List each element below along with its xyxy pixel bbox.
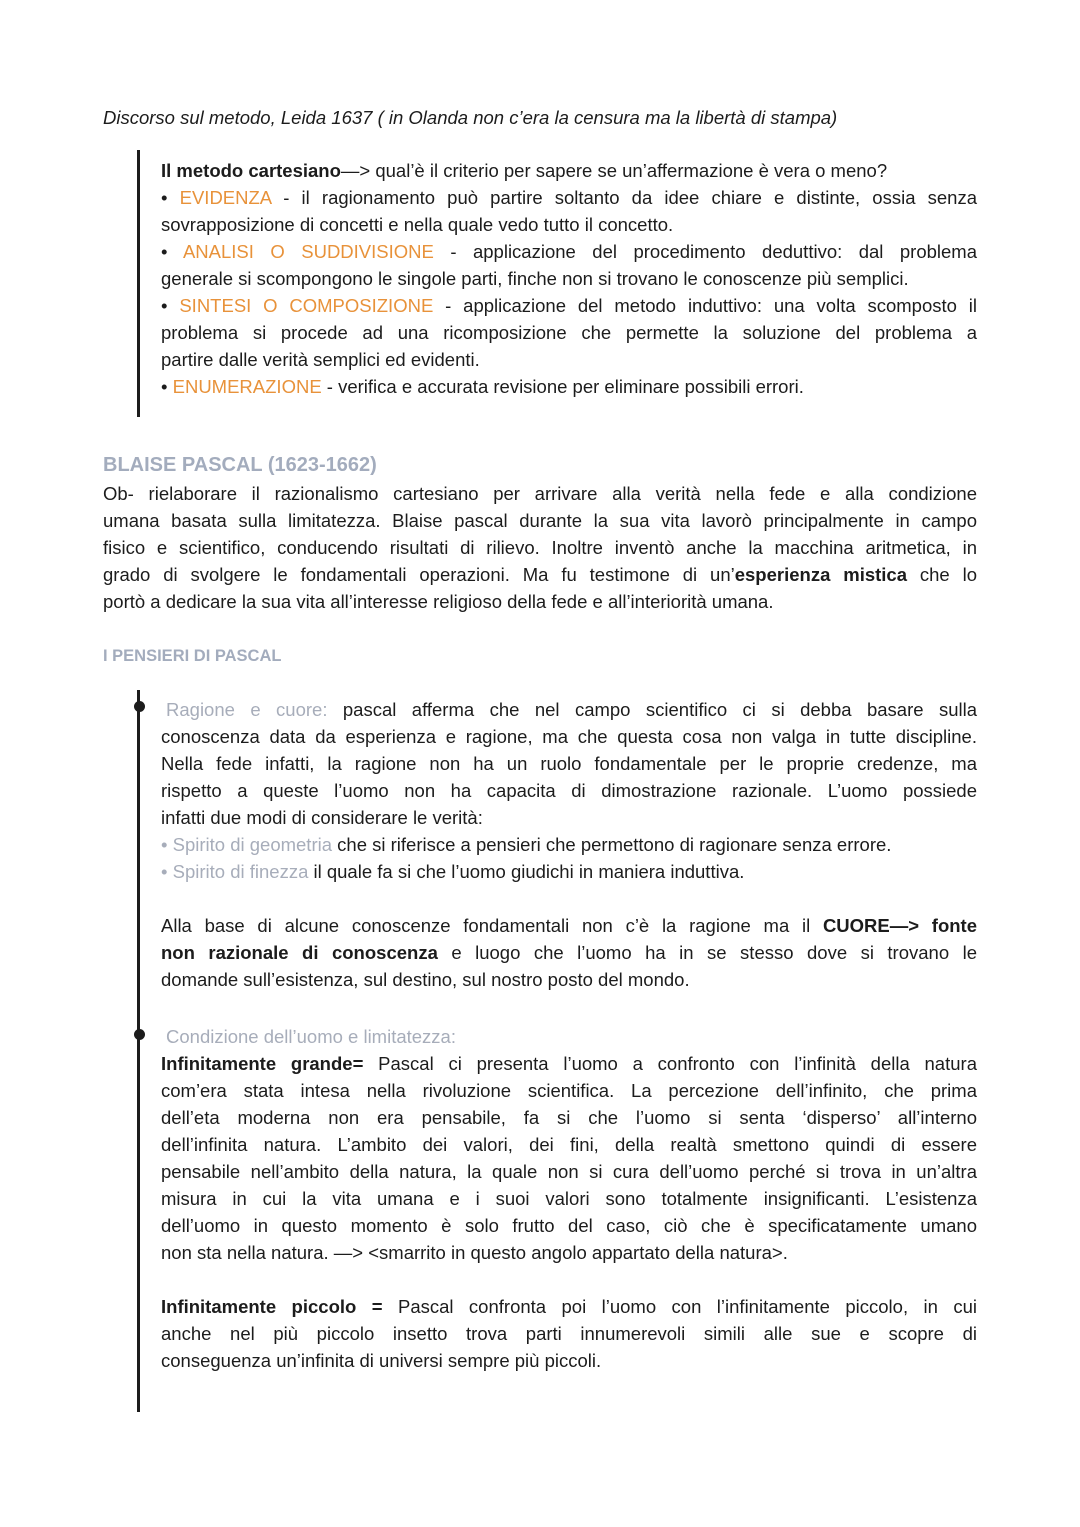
- spirito-finezza-text: il quale fa si che l’uomo giudichi in maniera induttiva.: [308, 861, 745, 882]
- metodo-vertical-rule: [137, 150, 140, 417]
- bullet: •: [161, 187, 168, 208]
- rule-sintesi-text: - applicazione del metodo induttivo: una volta scomposto il: [433, 295, 978, 316]
- bio-line: Ob- rielaborare il razionalismo cartesiano per arrivare alla verità nella fede e alla condizione: [103, 483, 977, 504]
- cuore-line-3: domande sull’esistenza, sul destino, sul nostro posto del mondo.: [161, 969, 690, 990]
- rule-evidenza-text: - il ragionamento può partire soltanto da idee chiare e distinte, ossia senza: [271, 187, 977, 208]
- grande-text: Pascal ci presenta l’uomo a confronto con l’infinità della natura: [363, 1053, 977, 1074]
- condizione-label-line: [161, 1023, 977, 1050]
- piccolo-label: Infinitamente piccolo =: [161, 1296, 383, 1317]
- pensieri-vertical-rule: [137, 690, 140, 1412]
- blank-line: [161, 885, 977, 912]
- bullet: •: [161, 376, 168, 397]
- grande-line: com’era stata intesa nella rivoluzione scientifica. La percezione dell’infinito, che prima: [161, 1080, 977, 1101]
- bullet: •: [161, 861, 168, 882]
- bio-text: grado di svolgere le fondamentali operazioni. Ma fu testimone di un’: [103, 564, 735, 585]
- cuore-line-1: [161, 912, 977, 939]
- rule-evidenza-line-2: sovrapposizione di concetti e nella quale vedo tutto il concetto.: [161, 214, 674, 235]
- grande-line: pensabile nell’ambito della natura, la quale non si cura dell’uomo perché si trova in un’altra: [161, 1161, 977, 1182]
- pensieri-title: I PENSIERI DI PASCAL: [103, 647, 282, 665]
- rule-analisi-text: - applicazione del procedimento deduttivo: dal problema: [433, 241, 978, 262]
- grande-line: dell’eta moderna non era pensabile, fa si che l’uomo si senta ‘disperso’ all’interno: [161, 1107, 977, 1128]
- rule-analisi-line-2: generale si scompongono le singole parti, finche non si trovano le conoscenze più semplici.: [161, 268, 909, 289]
- rule-evidenza-line-1: [161, 184, 977, 211]
- metodo-heading: Il metodo cartesiano: [161, 160, 341, 181]
- metodo-heading-arrow: —> qual’è il criterio per sapere se un’affermazione è vera o meno?: [340, 160, 888, 181]
- rule-analisi-line-1: [161, 238, 977, 265]
- ragione-line: infatti due modi di considerare le verità:: [161, 807, 483, 828]
- metodo-heading-line: [161, 157, 977, 184]
- grande-line: non sta nella natura. —> <smarrito in questo angolo appartato della natura>.: [161, 1242, 788, 1263]
- grande-label: Infinitamente grande=: [161, 1053, 364, 1074]
- timeline-dot-condizione: [134, 1029, 145, 1040]
- rule-sintesi-line-1: [161, 292, 977, 319]
- cuore-text: Alla base di alcune conoscenze fondamentali non c’è la ragione ma il: [161, 915, 823, 936]
- blank-line: [161, 1266, 977, 1293]
- spirito-geometria-text: che si riferisce a pensieri che permettono di ragionare senza errore.: [332, 834, 892, 855]
- ragione-label: Ragione e cuore:: [166, 699, 328, 720]
- bio-line: [103, 561, 977, 588]
- bullet: •: [161, 834, 168, 855]
- ragione-line: rispetto a queste l’uomo non ha capacita di dimostrazione razionale. L’uomo possiede: [161, 780, 977, 801]
- piccolo-line-1: [161, 1293, 977, 1320]
- timeline-dot-ragione: [134, 701, 145, 712]
- ragione-line: conoscenza data da esperienza e ragione, ma che questa cosa non valga in tutte discipline.: [161, 726, 977, 747]
- rule-enumerazione-text: - verifica e accurata revisione per eliminare possibili errori.: [321, 376, 804, 397]
- condizione-label: Condizione dell’uomo e limitatezza:: [166, 1026, 456, 1047]
- cuore-line-2: [161, 939, 977, 966]
- pascal-title: BLAISE PASCAL (1623-1662): [103, 454, 377, 476]
- bio-text: che lo: [907, 564, 978, 585]
- ragione-line: Nella fede infatti, la ragione non ha un ruolo fondamentale per le proprie credenze, ma: [161, 753, 977, 774]
- piccolo-line: anche nel più piccolo insetto trova parti innumerevoli simili alle sue e scopre di: [161, 1323, 977, 1344]
- grande-line: dell’infinita natura. L’ambito dei valori, dei fini, della realtà smettono quindi di essere: [161, 1134, 977, 1155]
- piccolo-line: conseguenza un’infinita di universi sempre più piccoli.: [161, 1350, 602, 1371]
- rule-sintesi-line-3: partire dalle verità semplici ed evidenti.: [161, 349, 480, 370]
- cuore-bold: non razionale di conoscenza: [161, 942, 438, 963]
- pascal-bio: [103, 480, 977, 615]
- bio-line: umana basata sulla limitatezza. Blaise pascal durante la sua vita lavorò principalmente in campo: [103, 510, 977, 531]
- rule-evidenza-label: EVIDENZA: [179, 187, 272, 208]
- bullet: •: [161, 241, 168, 262]
- metodo-block: [161, 157, 977, 400]
- grande-line: dell’uomo in questo momento è solo frutto del caso, ciò che è specificatamente umano: [161, 1215, 977, 1236]
- piccolo-text: Pascal confronta poi l’uomo con l’infinitamente piccolo, in cui: [382, 1296, 977, 1317]
- rule-sintesi-label: SINTESI O COMPOSIZIONE: [179, 295, 434, 316]
- bio-line: fisico e scientifico, conducendo risultati di rilievo. Inoltre inventò anche la macchina aritmetica, in: [103, 537, 977, 558]
- rule-sintesi-line-2: problema si procede ad una ricomposizione che permette la soluzione del problema a: [161, 322, 977, 343]
- bullet: •: [161, 295, 168, 316]
- grande-line: misura in cui la vita umana e i suoi valori sono totalmente insignificanti. L’esistenza: [161, 1188, 977, 1209]
- ragione-block: [161, 696, 977, 993]
- intro-line: Discorso sul metodo, Leida 1637 ( in Olanda non c’era la censura ma la libertà di stampa): [103, 107, 838, 128]
- cuore-text: e luogo che l’uomo ha in se stesso dove si trovano le: [437, 942, 977, 963]
- spirito-finezza-line: [161, 858, 977, 885]
- spirito-geometria-label: Spirito di geometria: [172, 834, 333, 855]
- spirito-finezza-label: Spirito di finezza: [172, 861, 309, 882]
- rule-enumerazione-line-1: [161, 373, 977, 400]
- spirito-geometria-line: [161, 831, 977, 858]
- ragione-text: pascal afferma che nel campo scientifico ci si debba basare sulla: [327, 699, 977, 720]
- rule-analisi-label: ANALISI O SUDDIVISIONE: [182, 241, 434, 262]
- cuore-bold: CUORE—> fonte: [822, 915, 977, 936]
- grande-line-1: [161, 1050, 977, 1077]
- ragione-line-1: [161, 696, 977, 723]
- condizione-block: [161, 1023, 977, 1374]
- esperienza-mistica: esperienza mistica: [734, 564, 908, 585]
- bio-line: portò a dedicare la sua vita all’interesse religioso della fede e all’interiorità umana.: [103, 591, 774, 612]
- rule-enumerazione-label: ENUMERAZIONE: [172, 376, 322, 397]
